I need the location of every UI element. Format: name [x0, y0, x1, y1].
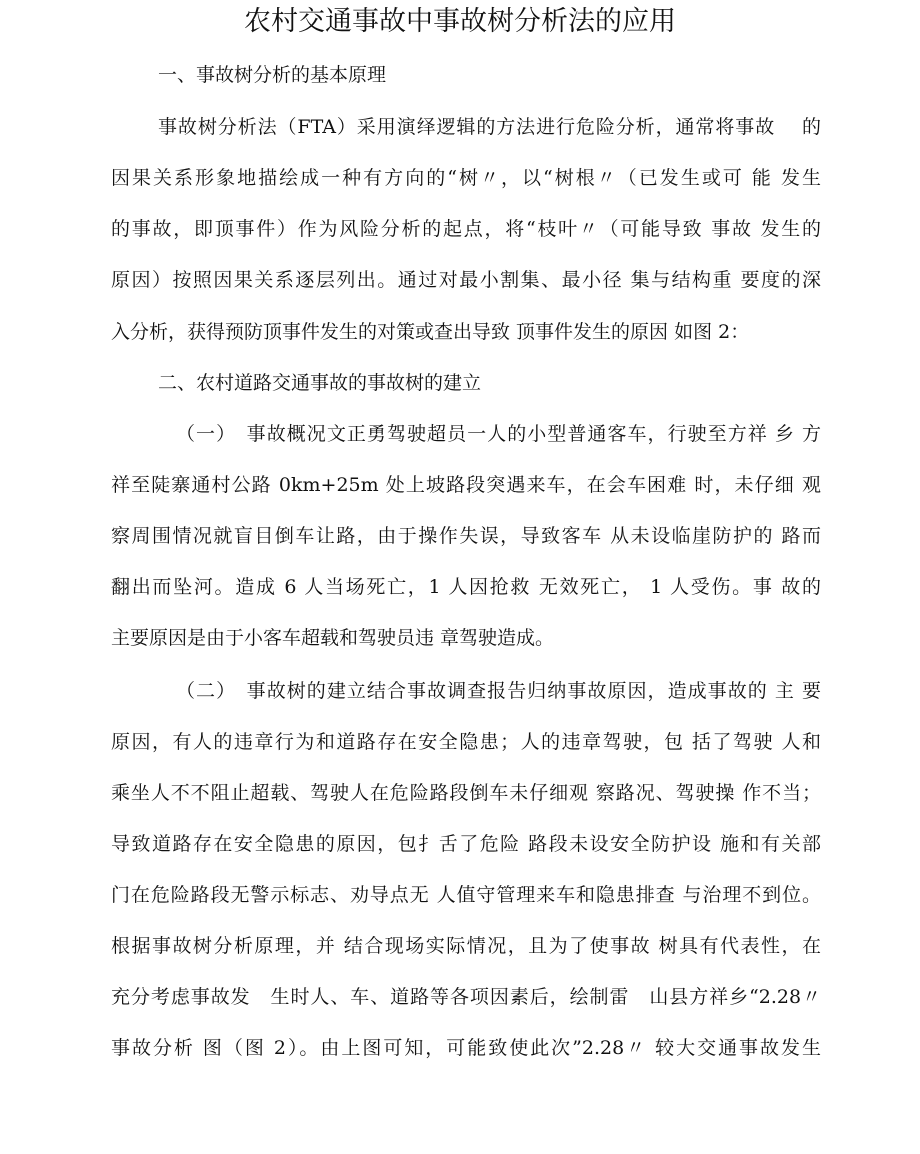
paragraph-line: 原因）按照因果关系逐层列出。通过对最小割集、最小径 集与结构重 要度的深: [111, 269, 821, 291]
paragraph-line: 翻出而坠河。造成 6 人当场死亡，1 人因抢救 无效死亡， 1 人受伤。事 故的: [111, 576, 821, 598]
paragraph-line: 祥至陡寨通村公路 0km+25m 处上坡路段突遇来车，在会车困难 时，未仔细 观: [111, 474, 821, 496]
paragraph-line: 导致道路存在安全隐患的原因，包扌舌了危险 路段未设安全防护设 施和有关部: [111, 833, 821, 855]
paragraph-line: 乘坐人不不阻止超载、驾驶人在危险路段倒车未仔细观 察路况、驾驶操 作不当；: [111, 782, 821, 804]
paragraph-line: 的事故，即顶事件）作为风险分析的起点，将“枝叶〃（可能导致 事故 发生的: [111, 218, 821, 240]
paragraph-line: 主要原因是由于小客车超载和驾驶员违 章驾驶造成。: [111, 627, 555, 649]
paragraph-line: 根据事故树分析原理，并 结合现场实际情况，且为了使事故 树具有代表性，在: [111, 935, 821, 957]
paragraph-line: 入分析，获得预防顶事件发生的对策或查出导致 顶事件发生的原因 如图 2：: [111, 321, 750, 343]
paragraph-line: 察周围情况就盲目倒车让路，由于操作失误，导致客车 从未设临崖防护的 路而: [111, 525, 821, 547]
paragraph-line: （一） 事故概况文正勇驾驶超员一人的小型普通客车，行驶至方祥 乡 方: [176, 423, 821, 445]
section-heading-2: 二、农村道路交通事故的事故树的建立: [158, 372, 482, 394]
paragraph-line: 事故树分析法（FTA）采用演绎逻辑的方法进行危险分析，通常将事故 的: [158, 116, 821, 138]
document-title: 农村交通事故中事故树分析法的应用: [244, 6, 676, 37]
paragraph-line: 充分考虑事故发 生时人、车、道路等各项因素后，绘制雷 山县方祥乡“2.28〃: [111, 986, 821, 1008]
paragraph-line: 门在危险路段无警示标志、劝导点无 人值守管理来车和隐患排查 与治理不到位。: [111, 884, 821, 906]
paragraph-line: 事故分析 图（图 2）。由上图可知，可能致使此次”2.28〃 较大交通事故发生: [111, 1037, 821, 1059]
paragraph-line: 因果关系形象地描绘成一种有方向的“树〃，以“树根〃（已发生或可 能 发生: [111, 167, 821, 189]
paragraph-line: （二） 事故树的建立结合事故调查报告归纳事故原因，造成事故的 主 要: [176, 680, 821, 702]
paragraph-line: 原因，有人的违章行为和道路存在安全隐患；人的违章驾驶，包 括了驾驶 人和: [111, 731, 821, 753]
section-heading-1: 一、事故树分析的基本原理: [158, 64, 387, 86]
